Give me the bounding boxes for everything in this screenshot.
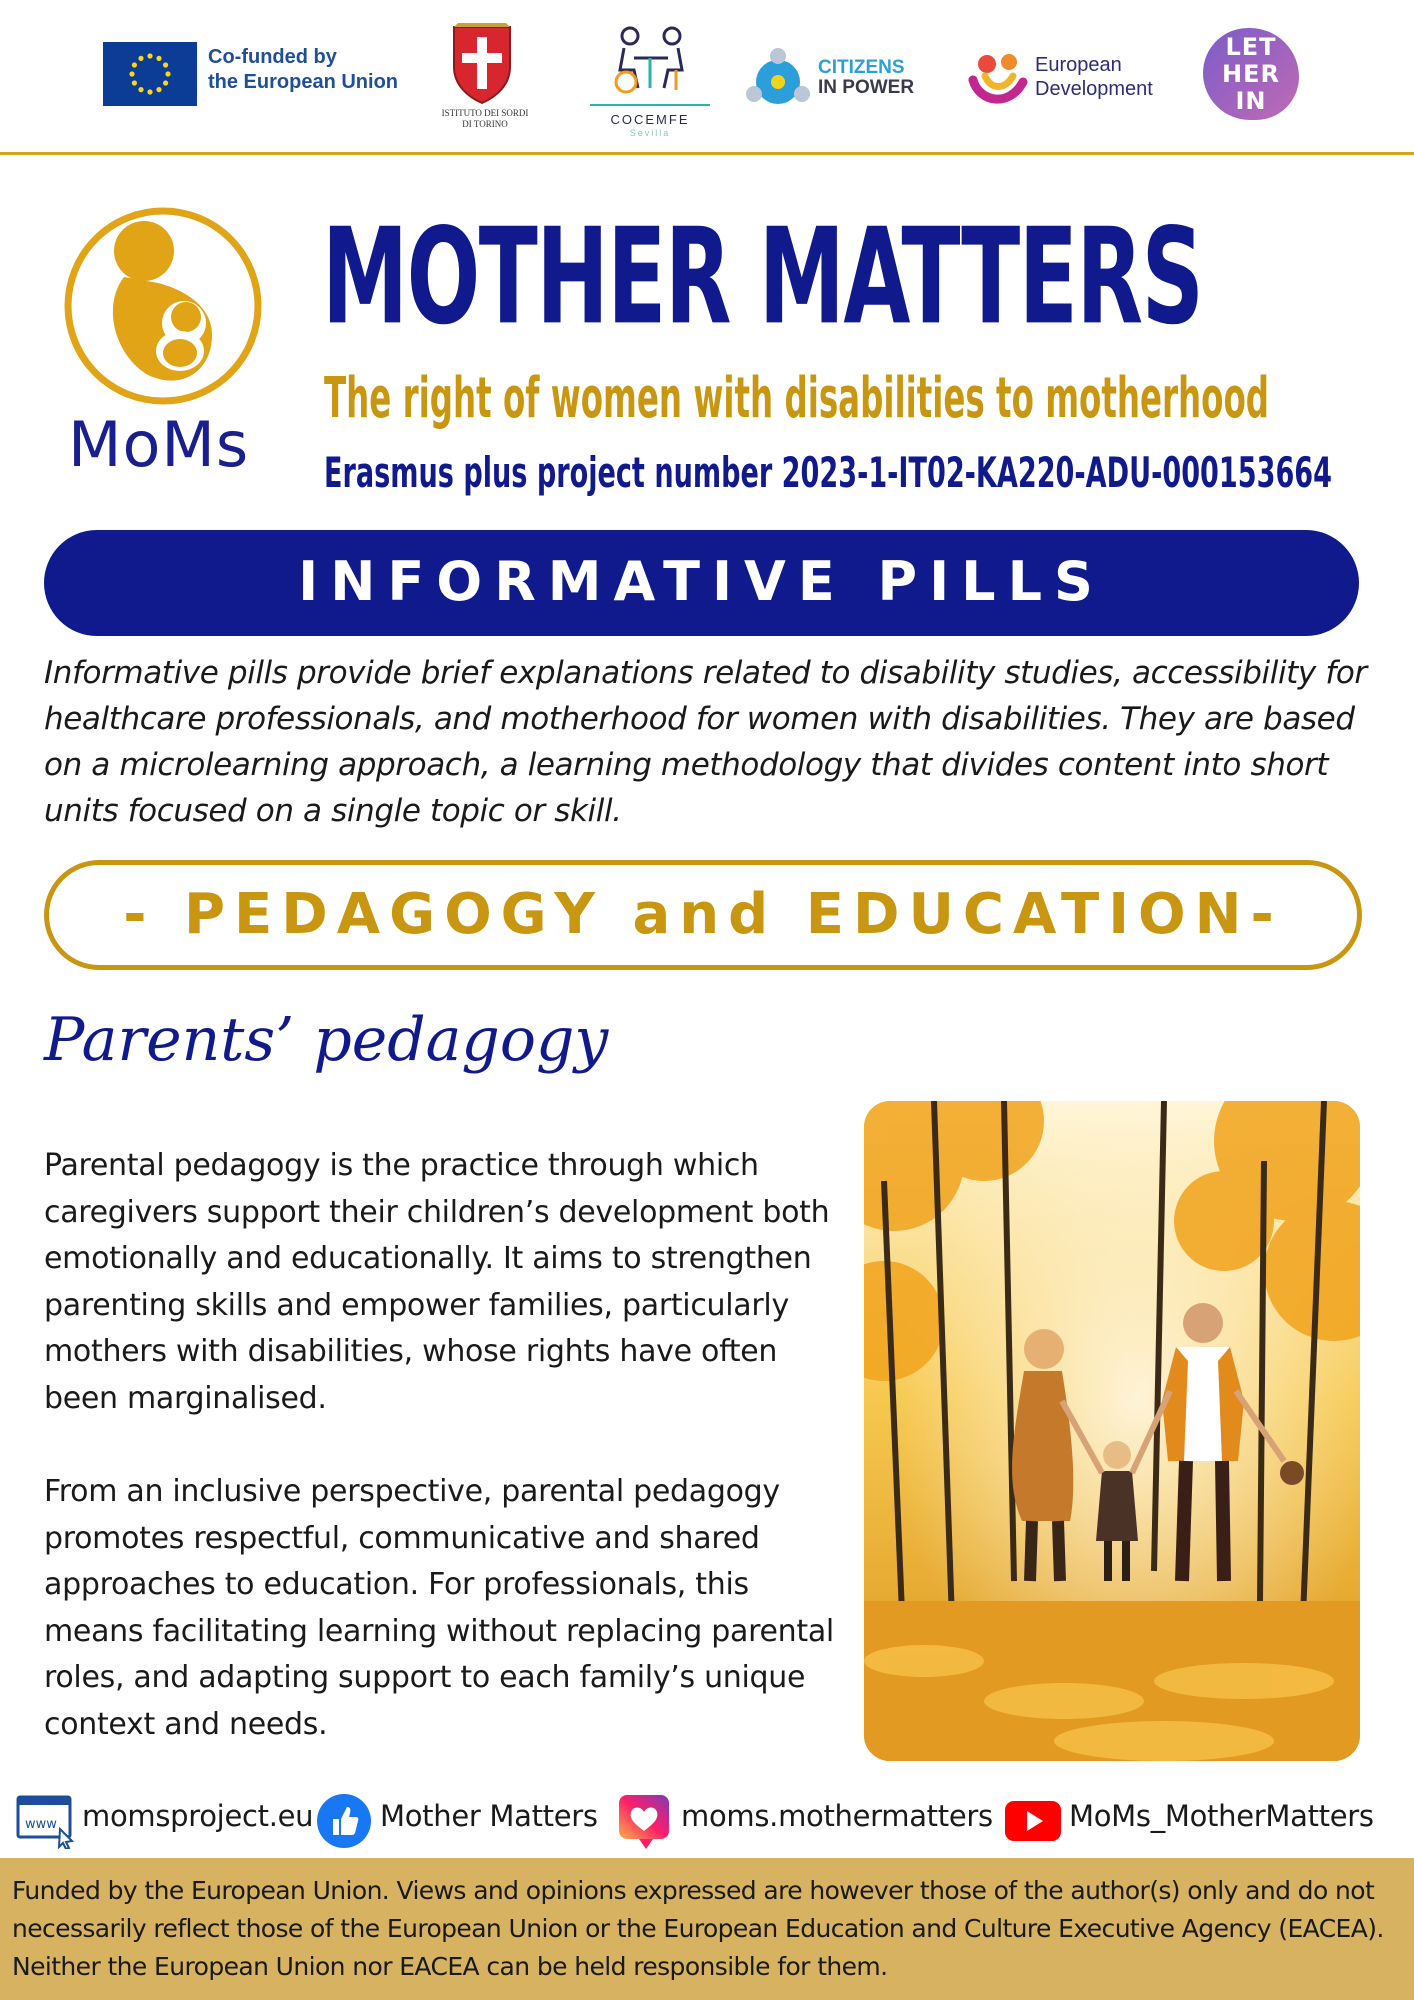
citizens-icon	[742, 46, 814, 116]
torino-line-1: ISTITUTO DEI SORDI	[441, 108, 529, 118]
torino-line-2: DI TORINO	[462, 119, 508, 129]
social-links	[0, 1788, 1414, 1848]
citizens-line-2: IN POWER	[818, 77, 915, 98]
family-autumn-photo	[864, 1101, 1360, 1761]
torino-caption	[430, 108, 540, 130]
eudev-line-2: Development	[1035, 78, 1153, 100]
instagram-label: moms.mothermatters	[681, 1799, 993, 1833]
website-icon	[16, 1793, 76, 1849]
people-table-icon	[590, 22, 710, 102]
european-development-logo	[965, 44, 1185, 114]
cocemfe-logo	[590, 22, 710, 140]
let-her-in-logo	[1203, 28, 1299, 120]
intro-text: Informative pills provide brief explanations related to disability studies, accessibility for healthcare professionals, and motherhood for women with disabilities. They are based on a microlearning approach, a learning methodology that divides content into short units focused on a single topic or skill.	[44, 655, 1367, 829]
torino-logo	[430, 20, 540, 138]
moms-logo-label: MoMs	[68, 408, 250, 481]
funding-disclaimer	[0, 1858, 1414, 2000]
letherin-line-2: HER	[1222, 60, 1280, 88]
eu-flag-icon	[103, 42, 197, 106]
facebook-label: Mother Matters	[380, 1799, 598, 1833]
informative-pills-label: INFORMATIVE PILLS	[298, 550, 1105, 613]
disclaimer-text: Funded by the European Union. Views and opinions expressed are however those of the author(s) only and do not necessarily reflect those of the European Union or the European Education and Culture Executive Agency (EACEA). Neither the European Union nor EACEA can be held responsible for them.	[12, 1876, 1384, 1981]
partner-logos	[0, 0, 1414, 155]
project-number: Erasmus plus project number 2023-1-IT02-KA220-ADU-000153664	[324, 448, 1332, 497]
eu-cofunded-text	[208, 45, 398, 95]
cocemfe-name: COCEMFE	[590, 104, 710, 127]
cocemfe-city: Sevilla	[629, 128, 671, 138]
website-icon-text: www	[25, 1817, 57, 1832]
page-subtitle: The right of women with disabilities to motherhood	[324, 366, 1270, 431]
eudev-line-1: European	[1035, 54, 1122, 76]
facebook-thumbs-up-icon	[316, 1793, 372, 1849]
website-label: momsproject.eu	[82, 1799, 314, 1833]
youtube-icon	[1003, 1793, 1063, 1843]
informative-pills-banner	[44, 530, 1359, 636]
eu-line-1: Co-funded by	[208, 46, 337, 68]
letherin-line-1: LET	[1225, 33, 1277, 61]
mother-child-icon	[62, 205, 264, 407]
article-heading: Parents’ pedagogy	[44, 1005, 609, 1075]
instagram-heart-icon	[617, 1793, 675, 1849]
moms-logo	[62, 205, 272, 485]
page-title: MOTHER MATTERS	[322, 198, 1203, 355]
citizens-in-power-logo	[742, 46, 922, 116]
letherin-line-3: IN	[1235, 87, 1267, 115]
youtube-label: MoMs_MotherMatters	[1069, 1799, 1374, 1833]
shield-icon	[450, 23, 514, 105]
eu-line-2: the European Union	[208, 71, 398, 93]
section-band	[44, 860, 1362, 970]
article-paragraph-2: From an inclusive perspective, parental pedagogy promotes respectful, communicative and shared approaches to education. For professionals, this means facilitating learning without replacing parental roles, and adapting support to each family’s unique context and needs.	[44, 1474, 834, 1742]
european-development-icon	[965, 46, 1031, 112]
article-paragraph-1: Parental pedagogy is the practice through which caregivers support their children’s development both emotionally and educationally. It aims to strengthen parenting skills and empower families, particularly mothers with disabilities, whose rights have often been marginalised.	[44, 1148, 830, 1416]
citizens-line-1: CITIZENS	[818, 57, 905, 78]
section-label: - PEDAGOGY and EDUCATION-	[123, 882, 1283, 947]
